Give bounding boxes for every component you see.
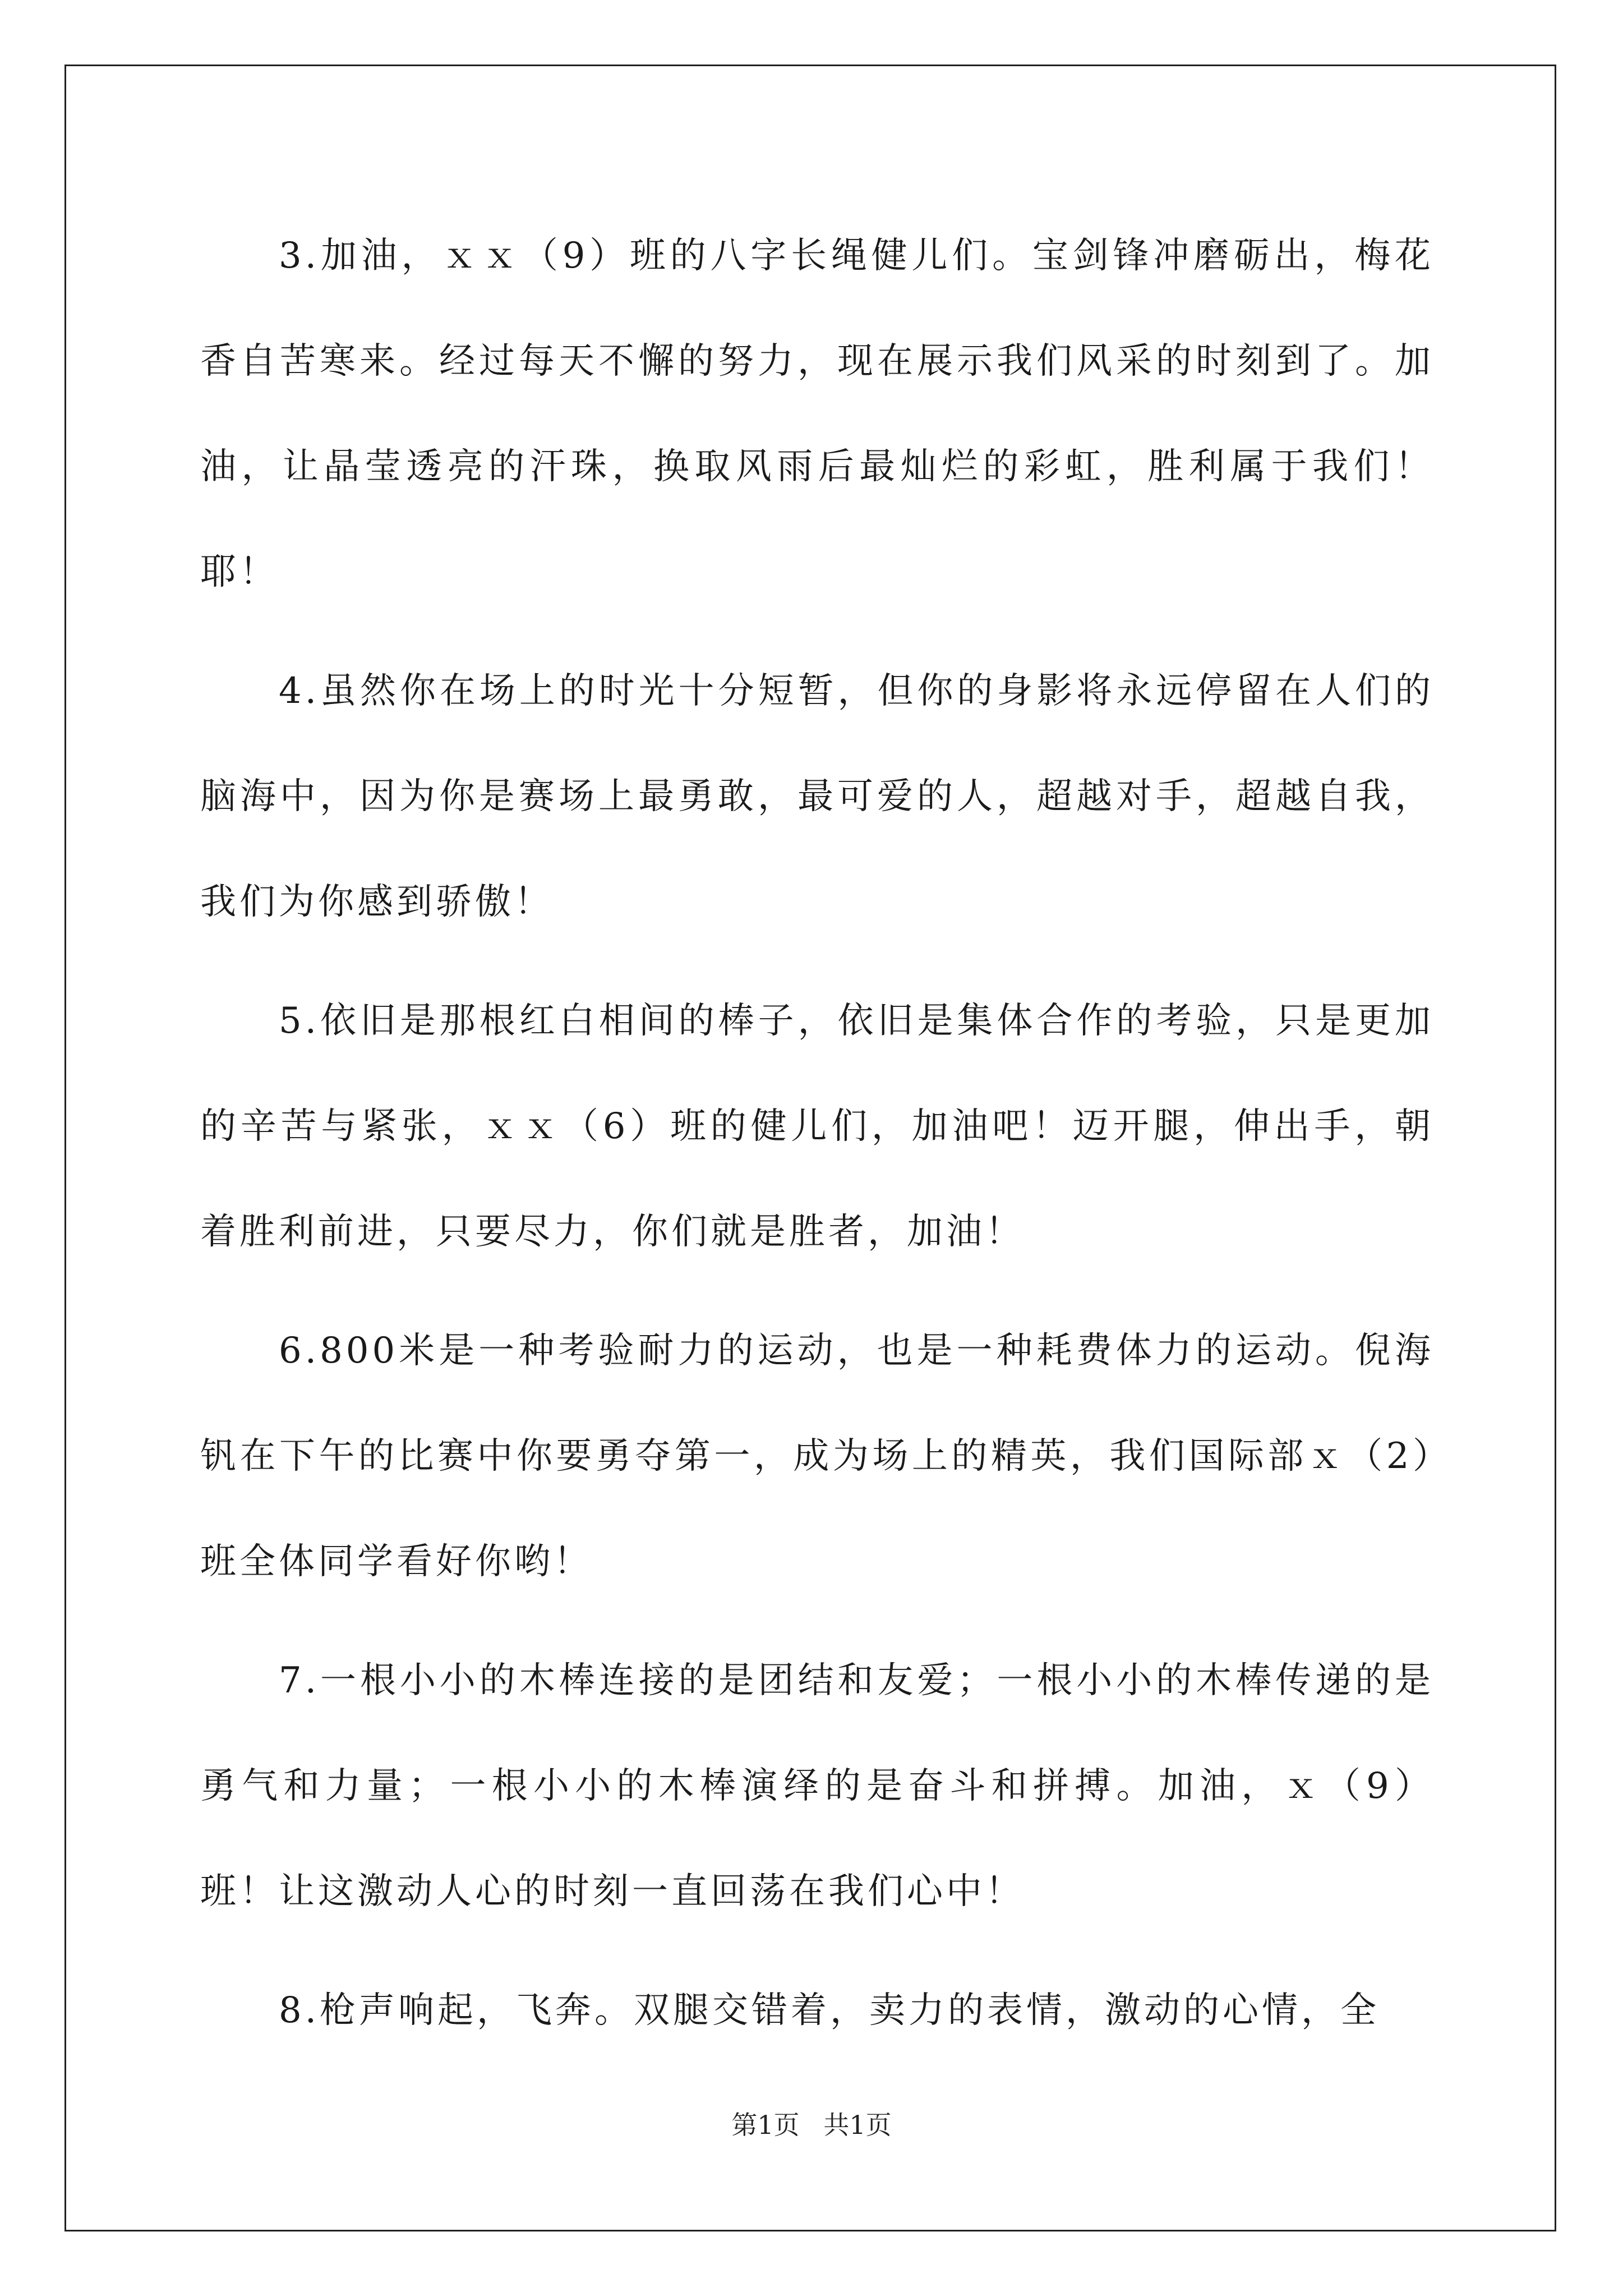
page-footer (0, 2108, 1623, 2142)
document-body (200, 203, 1434, 2077)
paragraph-4: 4.虽然你在场上的时光十分短暂，但你的身影将永远停留在人们的脑海中，因为你是赛场上最勇敢，最可爱的人，超越对手，超越自我，我们为你感到骄傲！ (200, 670, 1434, 923)
page-number-total: 共1页 (823, 2110, 892, 2140)
paragraph-3: 3.加油，ｘｘ（9）班的八字长绳健儿们。宝剑锋冲磨砺出，梅花香自苦寒来。经过每天不懈的努力，现在展示我们风采的时刻到了。加油，让晶莹透亮的汗珠，换取风雨后最灿烂的彩虹，胜利属于我们！耶！ (200, 235, 1434, 593)
paragraph-6: 6.800米是一种考验耐力的运动，也是一种耗费体力的运动。倪海钒在下午的比赛中你要勇夺第一，成为场上的精英，我们国际部ｘ（2）班全体同学看好你哟！ (200, 1330, 1434, 1582)
paragraph-8: 8.枪声响起，飞奔。双腿交错着，卖力的表情，激动的心情，全 (279, 1990, 1380, 2031)
paragraph-5: 5.依旧是那根红白相间的棒子，依旧是集体合作的考验，只是更加的辛苦与紧张，ｘｘ（6）班的健儿们，加油吧！迈开腿，伸出手，朝着胜利前进，只要尽力，你们就是胜者，加油！ (200, 1000, 1434, 1253)
paragraph-7: 7.一根小小的木棒连接的是团结和友爱；一根小小的木棒传递的是勇气和力量；一根小小的木棒演绎的是奋斗和拼搏。加油，ｘ（9）班！让这激动人心的时刻一直回荡在我们心中！ (200, 1660, 1434, 1912)
page-number-current: 第1页 (731, 2110, 800, 2140)
